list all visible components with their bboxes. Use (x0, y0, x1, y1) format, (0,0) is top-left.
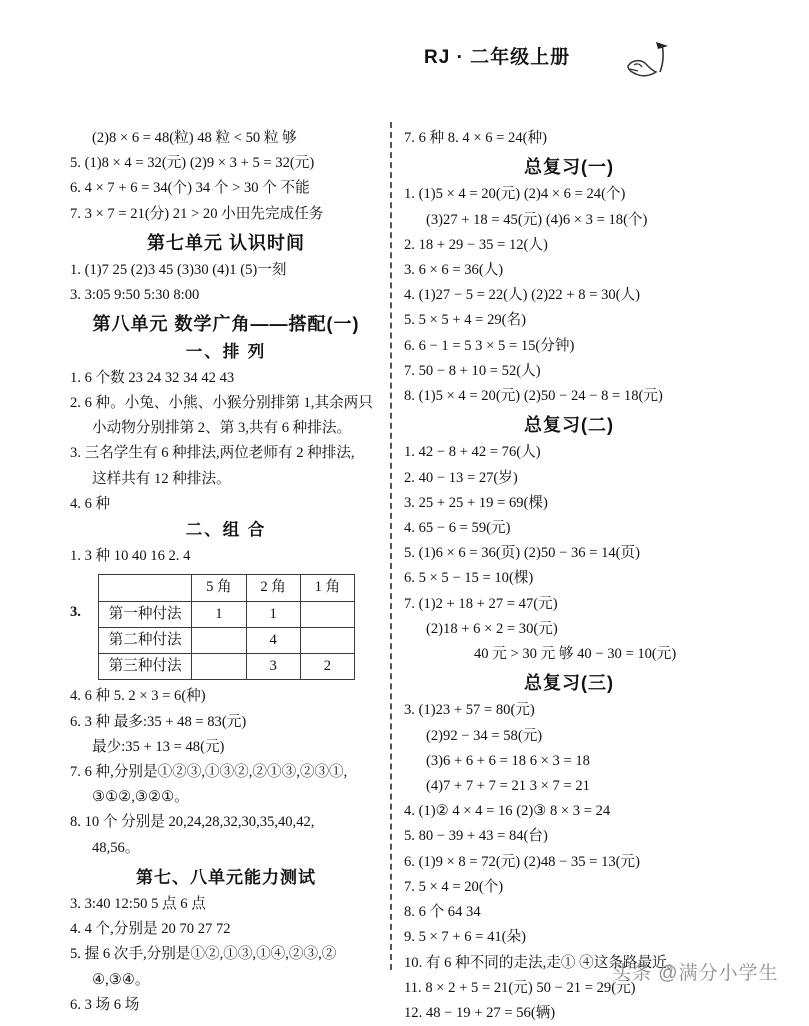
table-cell: 3 (246, 654, 300, 680)
answer-line: 48,56。 (92, 839, 140, 856)
right-column (404, 126, 734, 1026)
section-heading: 总复习(三) (524, 673, 614, 694)
table-cell (300, 601, 354, 627)
answer-line: 7. 5 × 4 = 20(个) (404, 878, 504, 895)
payment-methods-table (98, 574, 355, 680)
answer-line: 6. 3 种 最多:35 + 48 = 83(元) (70, 713, 247, 730)
subsection-heading: 二、组 合 (185, 521, 267, 540)
page-header (0, 42, 809, 82)
answer-line: 8. 6 个 64 34 (404, 904, 481, 921)
answer-line: (4)7 + 7 + 7 = 21 3 × 7 = 21 (426, 778, 590, 795)
answer-line: 4. 6 种 (70, 495, 111, 512)
answer-line: 4. 4 个,分别是 20 70 27 72 (70, 921, 231, 938)
answer-line: 12. 48 − 19 + 27 = 56(辆) (404, 1004, 556, 1021)
table-header-row (99, 575, 355, 601)
answer-line: 1. 3 种 10 40 16 2. 4 (70, 548, 191, 565)
answer-line: 2. 40 − 13 = 27(岁) (404, 469, 518, 486)
table-row-header: 第二种付法 (99, 627, 192, 653)
answer-line: 5. 80 − 39 + 43 = 84(台) (404, 828, 548, 845)
answer-line: 5. (1)6 × 6 = 36(页) (2)50 − 36 = 14(页) (404, 545, 640, 562)
answer-line: 这样共有 12 种排法。 (92, 470, 231, 487)
answer-line: 1. 42 − 8 + 42 = 76(人) (404, 444, 541, 461)
answer-line: 3. 25 + 25 + 19 = 69(棵) (404, 494, 548, 511)
answer-line: 4. 6 种 5. 2 × 3 = 6(种) (70, 688, 206, 705)
answer-line: 7. 3 × 7 = 21(分) 21 > 20 小田先完成任务 (70, 205, 324, 222)
answer-line: 10. 有 6 种不同的走法,走① ④这条路最近。 (404, 954, 682, 971)
answer-line: 8. 10 个 分别是 20,24,28,32,30,35,40,42, (70, 814, 315, 831)
table-cell (192, 627, 246, 653)
column-divider (390, 122, 392, 970)
table-cell (300, 627, 354, 653)
table-cell: 2 (300, 654, 354, 680)
answer-line: 5. (1)8 × 4 = 32(元) (2)9 × 3 + 5 = 32(元) (70, 155, 315, 172)
section-heading: 总复习(二) (524, 415, 614, 436)
answer-line: 40 元 > 30 元 够 40 − 30 = 10(元) (474, 646, 677, 663)
answer-line: ③①②,③②①。 (92, 789, 189, 806)
section-heading: 第七、八单元能力测试 (136, 867, 316, 887)
table-row (99, 654, 355, 680)
answer-line: (3)6 + 6 + 6 = 18 6 × 3 = 18 (426, 752, 590, 769)
table-corner-cell (99, 575, 192, 601)
answer-line: 6. 3 场 6 场 (70, 996, 140, 1013)
table-cell: 4 (246, 627, 300, 653)
answer-line: 6. 6 − 1 = 5 3 × 5 = 15(分钟) (404, 337, 575, 354)
bird-flourish-icon (618, 36, 678, 88)
table-column-header: 5 角 (192, 575, 246, 601)
table-cell: 1 (192, 601, 246, 627)
answer-line: 7. (1)2 + 18 + 27 = 47(元) (404, 595, 558, 612)
answer-line: (2)8 × 6 = 48(粒) 48 粒 < 50 粒 够 (92, 130, 297, 146)
answer-line: 1. (1)7 25 (2)3 45 (3)30 (4)1 (5)一刻 (70, 262, 287, 279)
answer-line: (3)27 + 18 = 45(元) (4)6 × 3 = 18(个) (426, 211, 648, 228)
section-heading: 第八单元 数学广角——搭配(一) (92, 314, 360, 335)
answer-line: 小动物分别排第 2、第 3,共有 6 种排法。 (92, 420, 352, 437)
answer-line: 3. 三名学生有 6 种排法,两位老师有 2 种排法, (70, 445, 355, 462)
answer-line: 最少:35 + 13 = 48(元) (92, 738, 225, 755)
answer-line: 3. 6 × 6 = 36(人) (404, 262, 504, 279)
answer-line: (2)92 − 34 = 58(元) (426, 727, 543, 744)
answer-line: 9. 5 × 7 + 6 = 41(朵) (404, 929, 526, 946)
answer-line: 3. 3:40 12:50 5 点 6 点 (70, 896, 206, 913)
answer-line: 3. (1)23 + 57 = 80(元) (404, 702, 535, 719)
table-row-header: 第一种付法 (99, 601, 192, 627)
answer-line: 2. 6 种。小兔、小熊、小猴分别排第 1,其余两只 (70, 395, 373, 412)
answer-line: 4. (1)② 4 × 4 = 16 (2)③ 8 × 3 = 24 (404, 803, 611, 820)
page-title: RJ · 二年级上册 (424, 47, 571, 68)
section-heading: 第七单元 认识时间 (146, 232, 305, 253)
payment-table-number: 3. (70, 604, 81, 621)
table-cell (192, 654, 246, 680)
table-row-header: 第三种付法 (99, 654, 192, 680)
answer-line: 3. 3:05 9:50 5:30 8:00 (70, 287, 200, 304)
answer-line: 7. 6 种 8. 4 × 6 = 24(种) (404, 130, 547, 146)
answer-line: 5. 5 × 5 + 4 = 29(名) (404, 312, 526, 329)
watermark: 头条 @满分小学生 (612, 963, 779, 984)
answer-line: 11. 8 × 2 + 5 = 21(元) 50 − 21 = 29(元) (404, 979, 636, 996)
answer-line: 2. 18 + 29 − 35 = 12(人) (404, 236, 548, 253)
section-heading: 总复习(一) (524, 157, 614, 178)
table-column-header: 1 角 (300, 575, 354, 601)
table-cell: 1 (246, 601, 300, 627)
left-column (70, 126, 382, 1018)
answer-line: 4. (1)27 − 5 = 22(人) (2)22 + 8 = 30(人) (404, 287, 640, 304)
table-row (99, 627, 355, 653)
answer-line: 1. 6 个数 23 24 32 34 42 43 (70, 369, 235, 386)
answer-line: (2)18 + 6 × 2 = 30(元) (426, 620, 558, 637)
payment-table-wrapper (70, 574, 382, 678)
answer-line: 7. 6 种,分别是①②③,①③②,②①③,②③①, (70, 764, 348, 781)
subsection-heading: 一、排 列 (185, 342, 267, 361)
table-column-header: 2 角 (246, 575, 300, 601)
answer-line: 1. (1)5 × 4 = 20(元) (2)4 × 6 = 24(个) (404, 186, 626, 203)
answer-line: 7. 50 − 8 + 10 = 52(人) (404, 362, 541, 379)
answer-line: 6. 5 × 5 − 15 = 10(棵) (404, 570, 534, 587)
answer-line: 6. 4 × 7 + 6 = 34(个) 34 个 > 30 个 不能 (70, 180, 310, 197)
answer-line: 4. 65 − 6 = 59(元) (404, 520, 511, 537)
answer-line: 8. (1)5 × 4 = 20(元) (2)50 − 24 − 8 = 18(元) (404, 388, 663, 405)
answer-line: ④,③④。 (92, 971, 150, 988)
answer-line: 6. (1)9 × 8 = 72(元) (2)48 − 35 = 13(元) (404, 853, 640, 870)
answer-line: 5. 握 6 次手,分别是①②,①③,①④,②③,② (70, 946, 337, 963)
answer-key-body (0, 126, 809, 1021)
table-row (99, 601, 355, 627)
